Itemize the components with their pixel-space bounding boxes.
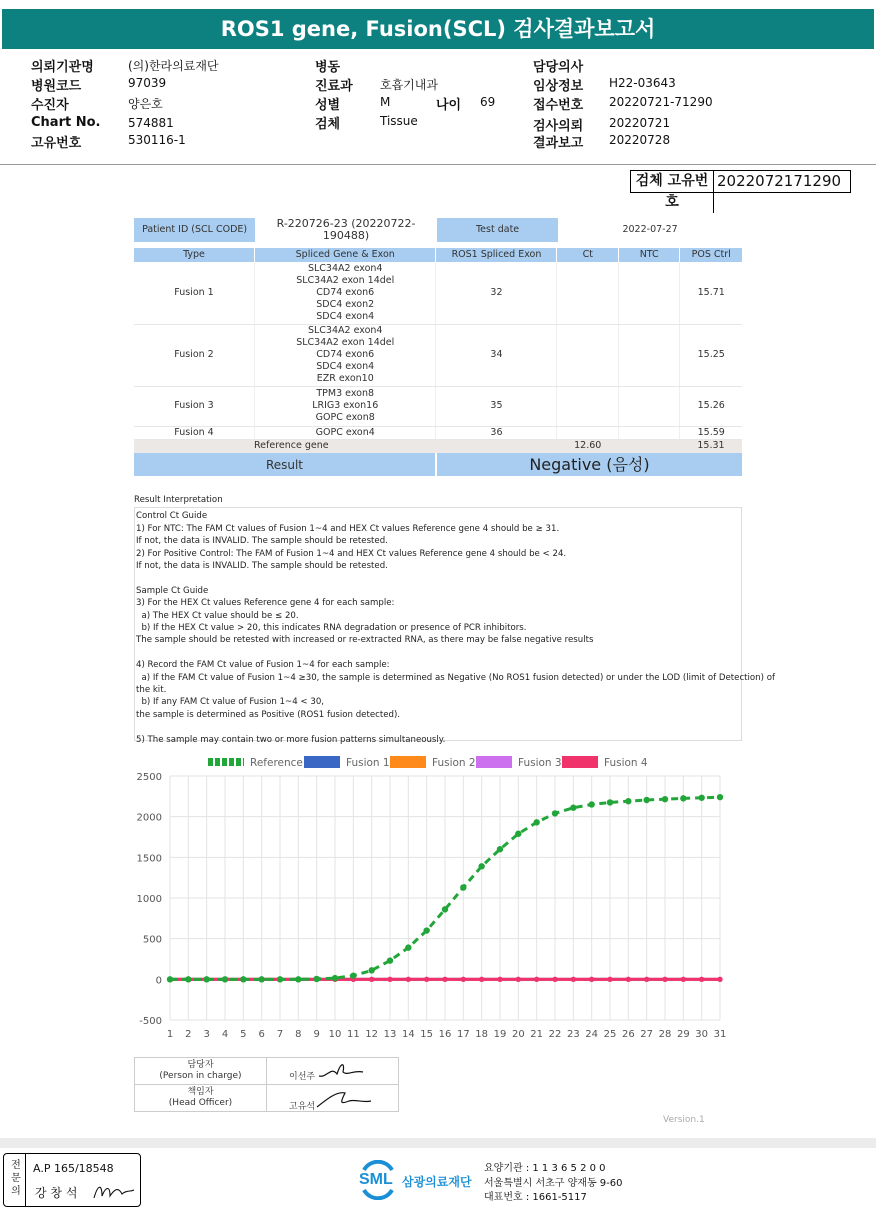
x-tick-label: 19	[493, 1029, 507, 1040]
data-point	[479, 977, 484, 982]
data-point	[368, 967, 374, 973]
interpretation-line: the kit.	[136, 685, 167, 696]
row-ntc	[619, 426, 680, 439]
label-receipt-no: 접수번호	[533, 98, 584, 113]
reference-ct: 12.60	[557, 439, 619, 453]
x-tick-label: 9	[313, 1029, 320, 1040]
data-point	[662, 977, 667, 982]
data-point	[589, 977, 594, 982]
data-point	[516, 977, 521, 982]
row-type: Fusion 2	[134, 324, 255, 386]
interpretation-line: a) If the FAM Ct value of Fusion 1~4 ≥30, the sample is determined as Negative (No ROS1 fusion detected) or under the LOD (limit of Detection) of	[136, 672, 775, 683]
row-ct	[557, 324, 619, 386]
data-point	[350, 972, 356, 978]
data-point	[185, 976, 191, 982]
data-point	[332, 975, 338, 981]
legend-label: Fusion 2	[432, 757, 476, 769]
report-title: ROS1 gene, Fusion(SCL) 검사결과보고서	[2, 9, 874, 49]
row-pos: 15.26	[680, 386, 742, 426]
label-hospital-code: 병원코드	[31, 79, 82, 94]
x-tick-label: 15	[420, 1029, 434, 1040]
y-tick-label: 1500	[136, 853, 162, 865]
row-type: Fusion 1	[134, 262, 255, 324]
x-tick-label: 13	[383, 1029, 397, 1040]
label-department: 진료과	[315, 79, 353, 94]
interpretation-box	[134, 507, 775, 745]
data-point	[681, 977, 686, 982]
x-tick-label: 3	[203, 1029, 210, 1040]
label-unique-no: 고유번호	[31, 136, 82, 151]
label-ward: 병동	[315, 60, 341, 75]
stamp-signature	[92, 1180, 136, 1202]
footer-address	[484, 1162, 623, 1206]
signature-table	[134, 1057, 399, 1112]
data-point	[203, 976, 209, 982]
footer-line-3: 대표번호 : 1661-5117	[484, 1192, 587, 1203]
data-point	[625, 798, 631, 804]
table-row	[134, 262, 742, 324]
person-in-charge-en: (Person in charge)	[159, 1071, 242, 1081]
data-point	[515, 831, 521, 837]
label-clinical-info: 임상정보	[533, 79, 584, 94]
patient-id-table	[134, 218, 742, 242]
x-tick-label: 1	[166, 1029, 174, 1040]
data-point	[258, 976, 264, 982]
row-exon: 34	[436, 324, 557, 386]
data-point	[644, 977, 649, 982]
data-point	[570, 805, 576, 811]
interpretation-line: 2) For Positive Control: The FAM of Fusion 1~4 and HEX Ct values Reference gene 4 should be < 24.	[136, 548, 567, 559]
interpretation-line	[136, 647, 739, 659]
x-tick-label: 20	[511, 1029, 525, 1040]
label-patient: 수진자	[31, 98, 69, 113]
row-ntc	[619, 386, 680, 426]
person-in-charge-name: 이선주	[289, 1072, 316, 1082]
data-point	[478, 863, 484, 869]
x-tick-label: 17	[456, 1029, 470, 1040]
label-doctor: 담당의사	[533, 60, 584, 75]
x-tick-label: 25	[603, 1029, 617, 1040]
signature-mark-1	[317, 1060, 367, 1082]
head-officer-cell	[135, 1085, 267, 1112]
col-ros1-exon: ROS1 Spliced Exon	[436, 248, 557, 262]
interpretation-line: 5) The sample may contain two or more fusion patterns simultaneously.	[136, 734, 446, 745]
footer-line-2: 서울특별시 서초구 양재동 9-60	[484, 1177, 623, 1189]
col-ntc: NTC	[619, 248, 680, 262]
label-result-report: 결과보고	[533, 136, 584, 151]
logo-text: SML	[359, 1171, 393, 1188]
row-genes: SLC34A2 exon4 SLC34A2 exon 14del CD74 exon6 SDC4 exon2 SDC4 exon4	[255, 262, 436, 324]
value-sex: M	[380, 95, 391, 109]
result-row	[134, 453, 742, 476]
person-in-charge-ko: 담당자	[187, 1060, 214, 1070]
person-in-charge-sign-cell	[267, 1058, 399, 1085]
row-type: Fusion 4	[134, 426, 255, 439]
person-in-charge-cell	[135, 1058, 267, 1085]
x-tick-label: 8	[295, 1029, 302, 1040]
data-point	[387, 957, 393, 963]
interpretation-line: Control Ct Guide	[136, 511, 208, 522]
data-point	[698, 795, 704, 801]
y-tick-label: 1000	[136, 894, 162, 905]
row-ntc	[619, 262, 680, 324]
legend-label: Reference	[250, 757, 303, 769]
value-department: 호흡기내과	[380, 78, 438, 92]
interpretation-line: b) If any FAM Ct value of Fusion 1~4 < 30,	[136, 697, 325, 708]
value-institution: (의)한라의료재단	[128, 59, 219, 73]
data-point	[626, 977, 631, 982]
row-exon: 32	[436, 262, 557, 324]
data-point	[387, 977, 392, 982]
value-result-report: 20220728	[609, 133, 671, 147]
org-name: 삼광의료재단	[402, 1175, 472, 1189]
data-point	[222, 976, 228, 982]
x-tick-label: 23	[566, 1029, 580, 1040]
label-institution: 의뢰기관명	[31, 60, 94, 75]
data-point	[442, 977, 447, 982]
value-test-request: 20220721	[609, 116, 671, 130]
data-point	[607, 977, 612, 982]
row-ct	[557, 386, 619, 426]
data-point	[423, 927, 429, 933]
legend-label: Fusion 1	[346, 757, 390, 769]
patient-id-value: R-220726-23 (20220722-190488)	[276, 217, 416, 242]
x-tick-label: 10	[328, 1029, 342, 1040]
y-tick-label: 0	[155, 975, 162, 987]
label-test-request: 검사의뢰	[533, 119, 584, 134]
results-header-row	[134, 248, 742, 262]
value-receipt-no: 20220721-71290	[609, 95, 713, 109]
head-officer-name: 고유석	[289, 1102, 316, 1112]
interpretation-title: Result Interpretation	[134, 495, 223, 505]
col-pos-ctrl: POS Ctrl	[680, 248, 742, 262]
y-tick-label: 500	[142, 934, 162, 946]
footer-line-1: 요양기관 : 1 1 3 6 5 2 0 0	[484, 1163, 606, 1174]
data-point	[313, 976, 319, 982]
result-label: Result	[134, 453, 436, 476]
value-patient: 양은호	[128, 97, 163, 111]
x-tick-label: 14	[401, 1029, 415, 1040]
data-point	[717, 794, 723, 800]
row-ntc	[619, 324, 680, 386]
data-point	[460, 884, 466, 890]
data-point	[424, 977, 429, 982]
data-point	[571, 977, 576, 982]
data-point	[552, 810, 558, 816]
head-officer-en: (Head Officer)	[168, 1098, 233, 1108]
row-genes: SLC34A2 exon4 SLC34A2 exon 14del CD74 exon6 SDC4 exon4 EZR exon10	[255, 324, 436, 386]
specimen-id-box	[630, 170, 851, 210]
table-row	[134, 426, 742, 439]
stamp-side-label: 전 문 의	[11, 1160, 21, 1197]
sml-logo	[358, 1160, 472, 1204]
specimen-id-label: 검체 고유번호	[631, 171, 714, 213]
x-tick-label: 29	[676, 1029, 690, 1040]
interpretation-line: 3) For the HEX Ct values Reference gene 4 for each sample:	[136, 598, 395, 609]
interpretation-line: If not, the data is INVALID. The sample should be retested.	[136, 536, 388, 547]
data-point	[369, 977, 374, 982]
x-tick-label: 7	[276, 1029, 284, 1040]
interpretation-line: The sample should be retested with increased or re-extracted RNA, as there may be false negative results	[136, 635, 594, 646]
interpretation-line: a) The HEX Ct value should be ≤ 20.	[136, 610, 299, 621]
result-interpretation	[134, 494, 775, 745]
results-table	[134, 248, 742, 476]
label-sex: 성별	[315, 98, 341, 113]
data-point	[680, 795, 686, 801]
head-officer-ko: 책임자	[187, 1087, 214, 1097]
legend-swatch	[476, 756, 512, 768]
x-tick-label: 5	[240, 1029, 247, 1040]
reference-row	[134, 439, 742, 453]
col-ct: Ct	[557, 248, 619, 262]
data-point	[552, 977, 557, 982]
data-point	[534, 977, 539, 982]
value-age: 69	[480, 95, 496, 109]
amplification-chart	[120, 748, 740, 1046]
label-chart-no: Chart No.	[31, 115, 101, 130]
row-pos: 15.25	[680, 324, 742, 386]
row-ct	[557, 426, 619, 439]
interpretation-line: 1) For NTC: The FAM Ct values of Fusion 1~4 and HEX Ct values Reference gene 4 should be ≥ 31.	[136, 523, 560, 534]
patient-id-label: Patient ID (SCL CODE)	[134, 218, 255, 242]
header-divider	[0, 164, 876, 165]
reference-pos: 15.31	[680, 439, 742, 453]
row-exon: 36	[436, 426, 557, 439]
specimen-id-value: 2022072171290	[717, 172, 842, 190]
row-ct	[557, 262, 619, 324]
label-specimen: 검체	[315, 117, 341, 132]
row-genes: TPM3 exon8 LRIG3 exon16 GOPC exon8	[255, 386, 436, 426]
row-pos: 15.71	[680, 262, 742, 324]
data-point	[406, 977, 411, 982]
y-tick-label: 2000	[136, 812, 162, 824]
interpretation-line: Sample Ct Guide	[136, 585, 209, 596]
x-tick-label: 27	[640, 1029, 654, 1040]
stamp-license: A.P 165/18548	[33, 1162, 114, 1175]
data-point	[277, 976, 283, 982]
x-tick-label: 22	[548, 1029, 562, 1040]
data-point	[533, 819, 539, 825]
signature-mark-2	[315, 1087, 375, 1111]
footer-band	[0, 1138, 876, 1148]
data-point	[295, 976, 301, 982]
value-unique-no: 530116-1	[128, 133, 186, 147]
interpretation-line: the sample is determined as Positive (ROS1 fusion detected).	[136, 709, 401, 720]
interpretation-line: b) If the HEX Ct value > 20, this indicates RNA degradation or presence of PCR inhibitors.	[136, 623, 527, 634]
data-point	[167, 976, 173, 982]
x-tick-label: 18	[475, 1029, 489, 1040]
data-point	[461, 977, 466, 982]
data-point	[588, 801, 594, 807]
data-point	[497, 977, 502, 982]
data-point	[643, 797, 649, 803]
data-point	[240, 976, 246, 982]
x-tick-label: 2	[185, 1029, 192, 1040]
head-officer-sign-cell	[267, 1085, 399, 1112]
x-tick-label: 26	[621, 1029, 635, 1040]
data-point	[607, 799, 613, 805]
x-tick-label: 21	[530, 1029, 544, 1040]
data-point	[497, 846, 503, 852]
legend-swatch	[562, 756, 598, 768]
table-row	[134, 324, 742, 386]
table-row	[134, 386, 742, 426]
legend-label: Fusion 4	[604, 757, 648, 769]
interpretation-line	[136, 572, 739, 584]
value-clinical-info: H22-03643	[609, 76, 676, 90]
interpretation-line: If not, the data is INVALID. The sample should be retested.	[136, 561, 388, 572]
value-specimen: Tissue	[380, 114, 418, 128]
row-exon: 35	[436, 386, 557, 426]
legend-label: Fusion 3	[518, 757, 562, 769]
x-tick-label: 31	[713, 1029, 727, 1040]
legend-swatch	[390, 756, 426, 768]
col-spliced-gene: Spliced Gene & Exon	[255, 248, 436, 262]
legend-swatch	[304, 756, 340, 768]
result-value: Negative (음성)	[436, 453, 742, 476]
x-tick-label: 16	[438, 1029, 452, 1040]
col-type: Type	[183, 249, 205, 260]
value-chart-no: 574881	[128, 116, 174, 130]
header-info	[0, 50, 876, 166]
label-age: 나이	[436, 98, 462, 113]
row-pos: 15.59	[680, 426, 742, 439]
x-tick-label: 4	[221, 1029, 229, 1040]
x-tick-label: 24	[585, 1029, 599, 1040]
x-tick-label: 6	[258, 1029, 265, 1040]
x-tick-label: 12	[365, 1029, 379, 1040]
pathologist-stamp	[3, 1153, 141, 1207]
x-tick-label: 28	[658, 1029, 672, 1040]
y-tick-label: 2500	[136, 772, 162, 783]
data-point	[405, 944, 411, 950]
data-point	[442, 906, 448, 912]
test-date-value: 2022-07-27	[622, 224, 678, 235]
value-hospital-code: 97039	[128, 76, 167, 90]
data-point	[717, 977, 722, 982]
test-date-label: Test date	[437, 218, 558, 242]
data-point	[699, 977, 704, 982]
row-type: Fusion 3	[134, 386, 255, 426]
y-tick-label: -500	[139, 1016, 162, 1027]
row-genes: GOPC exon4	[255, 426, 436, 439]
stamp-name: 강 창 석	[35, 1186, 78, 1200]
data-point	[662, 796, 668, 802]
interpretation-line: 4) Record the FAM Ct value of Fusion 1~4 for each sample:	[136, 660, 390, 671]
interpretation-line	[136, 721, 739, 733]
reference-label: Reference gene	[134, 439, 557, 453]
x-tick-label: 11	[346, 1029, 360, 1040]
x-tick-label: 30	[695, 1029, 709, 1040]
version-label: Version.1	[663, 1115, 705, 1125]
